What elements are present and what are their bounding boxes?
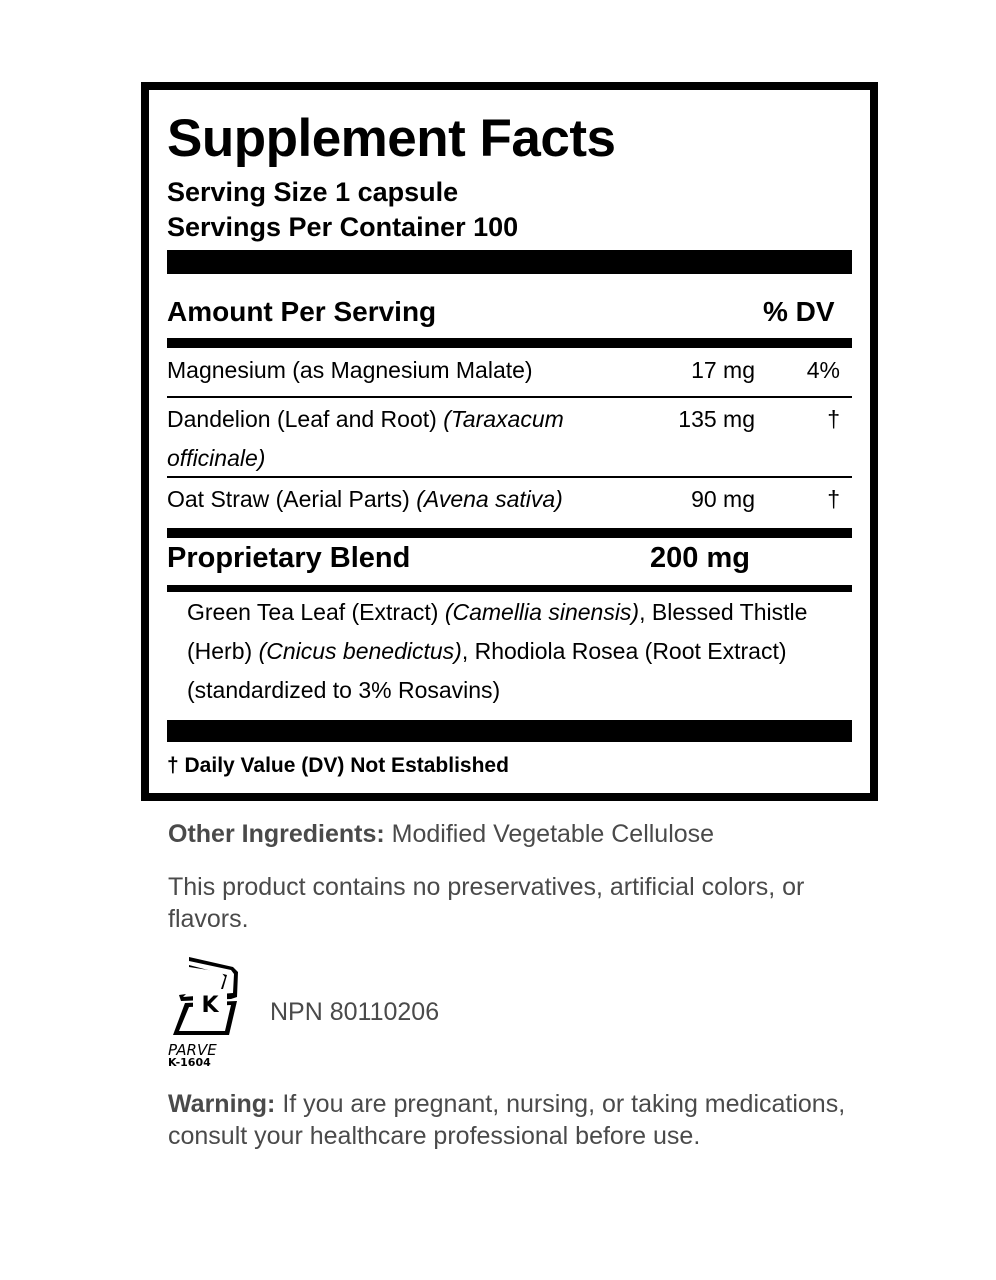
servings-per-container: Servings Per Container 100: [167, 212, 519, 242]
warning: [168, 1088, 848, 1152]
dv-header: % DV: [763, 296, 835, 327]
thick-bar: [167, 250, 852, 274]
blend-ingredient: Green Tea Leaf (Extract): [187, 599, 445, 625]
facts-title: Supplement Facts: [167, 109, 616, 168]
other-ingredients: [168, 818, 714, 850]
dv-footnote: † Daily Value (DV) Not Established: [167, 754, 509, 777]
proprietary-blend-ingredients: [187, 593, 827, 710]
nutrient-amount: 90 mg: [691, 486, 755, 512]
nutrient-latin-name: (Taraxacum officinale): [167, 406, 564, 471]
blend-latin-name: (Camellia sinensis): [444, 599, 640, 625]
npn-number: NPN 80110206: [270, 998, 440, 1026]
nutrient-row-dandelion-name: [167, 400, 597, 478]
other-ingredients-value: Modified Vegetable Cellulose: [384, 820, 715, 848]
nutrient-name: Magnesium (as Magnesium Malate): [167, 357, 533, 383]
row-divider: [167, 476, 852, 478]
kosher-parve-logo-icon: [165, 955, 245, 1069]
row-divider: [167, 396, 852, 398]
thick-bar: [167, 720, 852, 742]
serving-size: Serving Size 1 capsule: [167, 177, 459, 207]
blend-ingredient: , Blessed Thistle (Herb): [187, 599, 808, 664]
preservatives-notice: This product contains no preservatives, artificial colors, or flavors.: [168, 873, 805, 933]
proprietary-blend-amount: 200 mg: [650, 542, 750, 574]
medium-bar: [167, 528, 852, 538]
nutrient-dv: 4%: [806, 357, 840, 383]
warning-text: If you are pregnant, nursing, or taking medications, consult your healthcare professional before use.: [168, 1090, 846, 1150]
nutrient-dv: †: [827, 406, 840, 432]
nutrient-amount: 135 mg: [678, 406, 755, 432]
nutrient-amount: 17 mg: [691, 357, 755, 383]
nutrient-row-magnesium-name: [167, 351, 597, 390]
proprietary-blend-title: Proprietary Blend: [167, 542, 411, 574]
nutrient-name: Dandelion (Leaf and Root): [167, 406, 444, 432]
nutrient-name: Oat Straw (Aerial Parts): [167, 486, 417, 512]
nutrient-row-oat-straw-name: [167, 480, 597, 519]
warning-label: Warning:: [168, 1090, 276, 1118]
nutrient-dv: †: [827, 486, 840, 512]
medium-bar: [167, 338, 852, 348]
blend-latin-name: (Cnicus benedictus): [258, 638, 462, 664]
nutrient-latin-name: (Avena sativa): [416, 486, 563, 512]
blend-ingredient: , Rhodiola Rosea (Root Extract) (standardized to 3% Rosavins): [187, 638, 787, 703]
kosher-logo-text: PARVE: [168, 1041, 217, 1059]
amount-per-serving-header: Amount Per Serving: [167, 296, 437, 327]
supplement-facts-panel: [141, 82, 878, 801]
kosher-logo-letter: K: [201, 993, 219, 1018]
other-ingredients-label: Other Ingredients:: [168, 820, 385, 848]
kosher-logo-code: K-1604: [168, 1056, 211, 1069]
medium-bar: [167, 585, 852, 592]
